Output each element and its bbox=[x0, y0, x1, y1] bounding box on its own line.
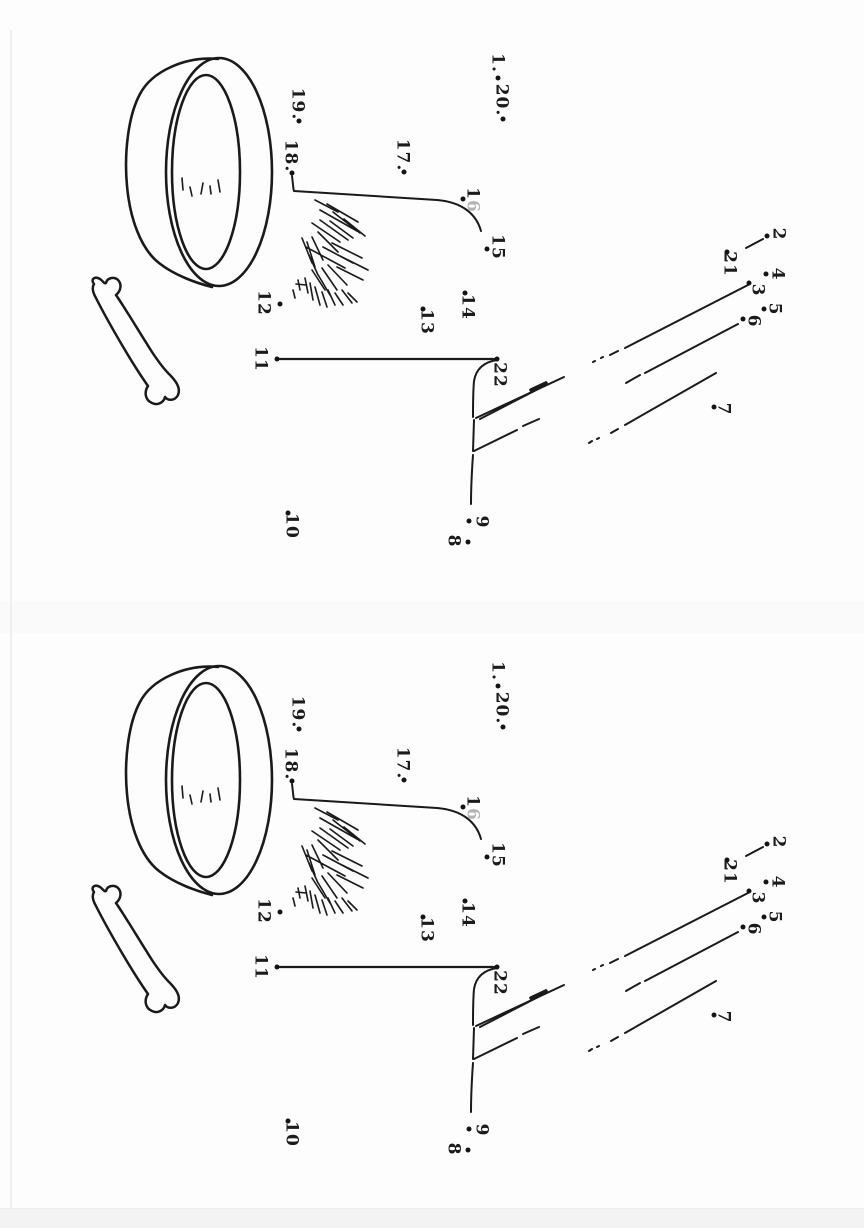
dot-number: 16 bbox=[462, 187, 483, 213]
scan-edge-bottom bbox=[0, 1208, 864, 1228]
dot-number: 21 bbox=[719, 859, 740, 885]
dot-number: 8 bbox=[443, 534, 464, 548]
dot-number: 20. bbox=[491, 691, 512, 725]
dot-number: 11 bbox=[250, 954, 271, 980]
puzzle-dot bbox=[466, 540, 471, 545]
puzzle-dot bbox=[501, 117, 506, 122]
dot-number: 9 bbox=[471, 515, 492, 529]
dot-number: 17. bbox=[392, 746, 413, 780]
dot-number: 9 bbox=[471, 1123, 492, 1137]
dot-number: 13 bbox=[416, 917, 437, 943]
puzzle-dot bbox=[275, 357, 280, 362]
puzzle-dot bbox=[275, 965, 280, 970]
dot-number: 10 bbox=[281, 1121, 302, 1147]
dot-number: 10 bbox=[281, 513, 302, 539]
dot-number: 2 bbox=[768, 835, 789, 849]
dot-number: 6 bbox=[743, 314, 764, 328]
dot-number: 16 bbox=[462, 795, 483, 821]
dot-number: 2 bbox=[768, 227, 789, 241]
dot-number: 18. bbox=[280, 747, 301, 781]
puzzle-dot bbox=[495, 965, 500, 970]
dot-number: 4 bbox=[767, 875, 788, 889]
puzzle-dot bbox=[278, 910, 283, 915]
dot-number: 14 bbox=[457, 902, 478, 928]
dot-number: 3 bbox=[747, 283, 768, 297]
dot-number: 11 bbox=[250, 346, 271, 372]
dot-number: 19. bbox=[287, 87, 308, 121]
dot-number: 13 bbox=[416, 309, 437, 335]
dot-number: 12 bbox=[253, 898, 274, 924]
dot-number: 21 bbox=[719, 251, 740, 277]
dot-number: 1. bbox=[487, 661, 508, 681]
dot-number: 22 bbox=[489, 970, 510, 996]
dot-number: 18. bbox=[280, 139, 301, 173]
dot-number: 15 bbox=[487, 842, 508, 868]
puzzle-dot bbox=[466, 1148, 471, 1153]
dot-number: 4 bbox=[767, 267, 788, 281]
dot-number: 17. bbox=[392, 138, 413, 172]
dot-number: 3 bbox=[747, 891, 768, 905]
dot-number: 1. bbox=[487, 53, 508, 73]
dot-number: 12 bbox=[253, 290, 274, 316]
puzzle-dot bbox=[278, 302, 283, 307]
puzzle-dot bbox=[496, 76, 501, 81]
dot-number: 5 bbox=[764, 910, 785, 924]
dot-number: 19. bbox=[287, 695, 308, 729]
dot-number: 14 bbox=[457, 294, 478, 320]
dot-number: 22 bbox=[489, 362, 510, 388]
puzzle-dot bbox=[496, 684, 501, 689]
dot-number: 20. bbox=[491, 83, 512, 117]
dot-number: 15 bbox=[487, 234, 508, 260]
dot-number: 6 bbox=[743, 922, 764, 936]
dot-number: 8 bbox=[443, 1142, 464, 1156]
dot-number: 7 bbox=[713, 402, 734, 416]
dot-number: 5 bbox=[764, 302, 785, 316]
dot-number: 7 bbox=[713, 1010, 734, 1024]
puzzle-dot bbox=[501, 725, 506, 730]
puzzle-dot bbox=[495, 357, 500, 362]
